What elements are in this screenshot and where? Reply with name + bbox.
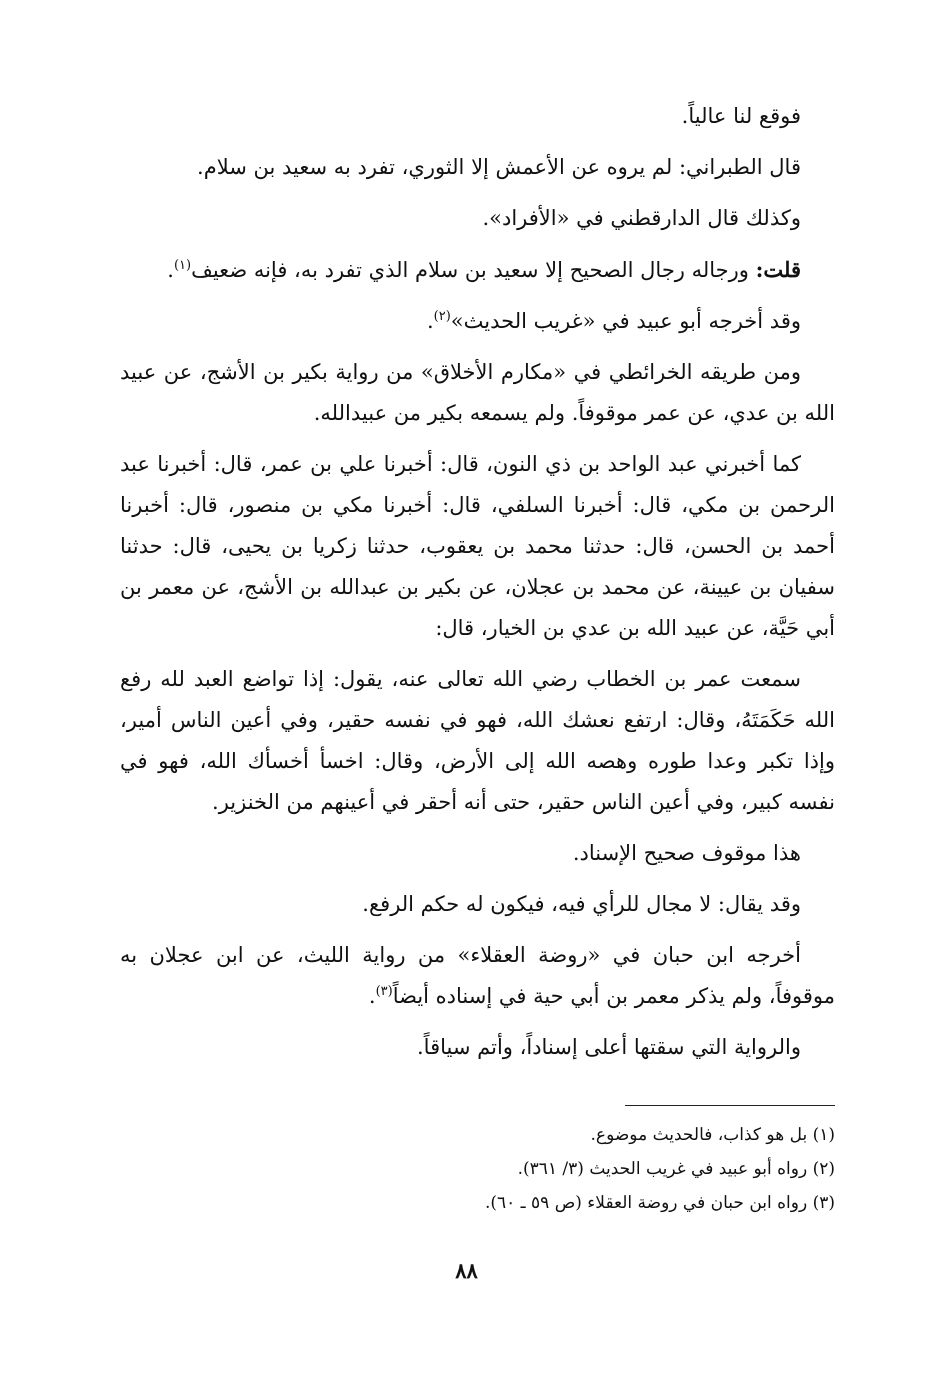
- paragraph-tail: .: [426, 309, 434, 333]
- paragraph-text: هذا موقوف صحيح الإسناد.: [572, 841, 801, 865]
- paragraph-5: [120, 301, 835, 342]
- paragraph-text: وكذلك قال الدارقطني في «الأفراد».: [482, 206, 801, 230]
- footnotes: [120, 1118, 835, 1220]
- paragraph-4: [120, 249, 835, 291]
- paragraph-6: [120, 352, 835, 434]
- footnote-divider: [625, 1105, 835, 1106]
- paragraph-1: [120, 96, 835, 137]
- paragraph-12: [120, 1027, 835, 1068]
- paragraph-text: والرواية التي سقتها أعلى إسناداً، وأتم سياقاً.: [417, 1035, 801, 1059]
- paragraph-3: [120, 198, 835, 239]
- paragraph-text: ورجاله رجال الصحيح إلا سعيد بن سلام الذي تفرد به، فإنه ضعيف: [191, 258, 756, 282]
- main-text: [120, 96, 835, 1078]
- page-number: ٨٨: [455, 1258, 478, 1283]
- paragraph-text: سمعت عمر بن الخطاب رضي الله تعالى عنه، يقول: إذا تواضع العبد لله رفع الله حَكَمَتَهُ، وقال: ارتفع نعشك الله، فهو في نفسه حقير، وفي أعين الناس أمير، وإذا تكبر وعدا طوره وهصه الله إلى الأرض، وقال: اخسأ أخسأك الله، فهو في نفسه كبير، وفي أعين الناس حقير، حتى أنه أحقر في أعينهم من الخنزير.: [120, 667, 835, 814]
- paragraph-2: [120, 147, 835, 188]
- paragraph-text: أخرجه ابن حبان في «روضة العقلاء» من رواية الليث، عن ابن عجلان به موقوفاً، ولم يذكر معمر بن أبي حية في إسناده أيضاً: [120, 943, 835, 1008]
- footnote-marker[interactable]: (٢): [433, 309, 451, 324]
- paragraph-text: وقد يقال: لا مجال للرأي فيه، فيكون له حكم الرفع.: [362, 892, 801, 916]
- footnote-2: (٢) رواه أبو عبيد في غريب الحديث (٣/ ٣٦١).: [517, 1159, 835, 1179]
- paragraph-text: كما أخبرني عبد الواحد بن ذي النون، قال: أخبرنا علي بن عمر، قال: أخبرنا عبد الرحمن بن مكي، قال: أخبرنا السلفي، قال: أخبرنا مكي بن منصور، قال: أخبرنا أحمد بن الحسن، قال: حدثنا محمد بن يعقوب، حدثنا زكريا بن يحيى، قال: حدثنا سفيان بن عيينة، عن محمد بن عجلان، عن بكير بن عبدالله بن الأشج، عن معمر بن أبي حَيَّة، عن عبيد الله بن عدي بن الخيار، قال:: [120, 452, 835, 640]
- paragraph-text: قال الطبراني: لم يروه عن الأعمش إلا الثوري، تفرد به سعيد بن سلام.: [197, 155, 801, 179]
- paragraph-text: وقد أخرجه أبو عبيد في «غريب الحديث»: [450, 309, 801, 333]
- paragraph-lead: قلت:: [755, 257, 801, 282]
- footnote-1: (١) بل هو كذاب، فالحديث موضوع.: [590, 1125, 835, 1145]
- paragraph-7: [120, 444, 835, 649]
- footnote-marker[interactable]: (١): [173, 258, 192, 273]
- paragraph-11: [120, 935, 835, 1017]
- footnote-3: (٣) رواه ابن حبان في روضة العقلاء (ص ٥٩ ـ ٦٠).: [484, 1193, 835, 1213]
- paragraph-10: [120, 884, 835, 925]
- paragraph-8: [120, 659, 835, 823]
- paragraph-text: فوقع لنا عالياً.: [681, 104, 801, 128]
- footnote-marker[interactable]: (٣): [375, 984, 393, 999]
- paragraph-tail: .: [167, 258, 174, 282]
- paragraph-text: ومن طريقه الخرائطي في «مكارم الأخلاق» من رواية بكير بن الأشج، عن عبيد الله بن عدي، عن عمر موقوفاً. ولم يسمعه بكير من عبيدالله.: [120, 360, 835, 425]
- paragraph-9: [120, 833, 835, 874]
- paragraph-tail: .: [368, 984, 376, 1008]
